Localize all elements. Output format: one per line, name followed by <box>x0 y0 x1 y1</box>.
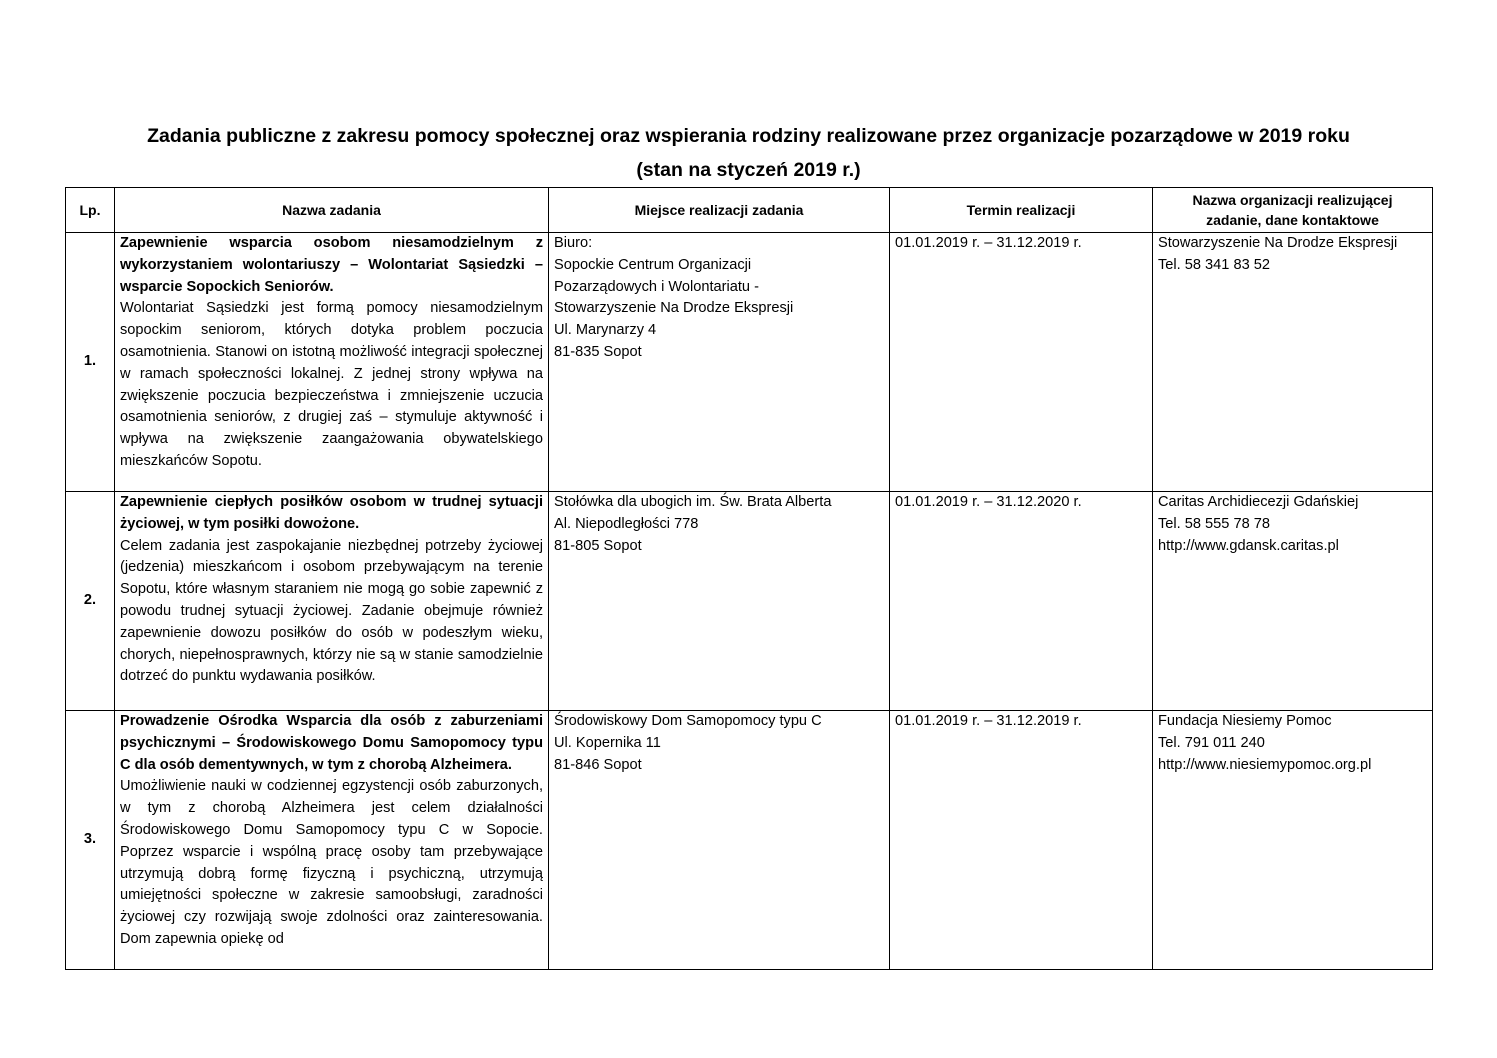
organization-cell <box>1153 492 1433 711</box>
header-organization <box>1153 188 1433 233</box>
task-cell <box>115 492 549 711</box>
row-number: 3. <box>66 711 115 970</box>
task-description: Celem zadania jest zaspokajanie niezbędnej potrzeby życiowej (jedzenia) mieszkańcom i osobom przebywającym na terenie Sopotu, które własnym staraniem nie mogą go sobie zapewnić z powodu trudnej sytuacji życiowej. Zadanie obejmuje również zapewnienie dowozu posiłków do osób w podeszłym wieku, chorych, niepełnosprawnych, którzy nie są w stanie samodzielnie dotrzeć do punktu wydawania posiłków. <box>120 537 543 685</box>
place-line: Stołówka dla ubogich im. Św. Brata Alberta <box>554 494 832 510</box>
place-line: Ul. Marynarzy 4 <box>554 322 657 339</box>
table-row <box>66 711 1433 970</box>
organization-name: Caritas Archidiecezji Gdańskiej <box>1158 494 1359 510</box>
task-cell-content <box>120 711 543 969</box>
task-title: Zapewnienie ciepłych posiłków osobom w trudnej sytuacji życiowej, w tym posiłki dowożone. <box>120 494 543 532</box>
place-line: 81-805 Sopot <box>554 537 642 554</box>
task-title: Prowadzenie Ośrodka Wsparcia dla osób z zaburzeniami psychicznymi – Środowiskowego Domu Samopomocy typu C dla osób dementywnych, w tym z chorobą Alzheimera. <box>120 713 543 773</box>
place-line: Al. Niepodległości 778 <box>554 515 699 532</box>
place-line: Pozarządowych i Wolontariatu - <box>554 278 759 295</box>
task-cell <box>115 233 549 492</box>
organization-website-link[interactable]: http://www.niesiemypomoc.org.pl <box>1158 756 1372 773</box>
task-description: Wolontariat Sąsiedzki jest formą pomocy niesamodzielnym sopockim seniorom, których dotyka problem poczucia osamotnienia. Stanowi on istotną możliwość integracji społecznej w ramach społeczności lokalnej. Z jednej strony wpływa na zwiększenie poczucia bezpieczeństwa i zmniejszenie uczucia osamotnienia seniorów, z drugiej zaś – stymuluje aktywność i wpływa na zwiększenie zaangażowania obywatelskiego mieszkańców Sopotu. <box>120 300 543 469</box>
organization-name: Fundacja Niesiemy Pomoc <box>1158 713 1332 729</box>
place-line: Środowiskowy Dom Samopomocy typu C <box>554 713 822 729</box>
document-subtitle: (stan na styczeń 2019 r.) <box>636 159 861 181</box>
place-line: Biuro: <box>554 235 593 251</box>
row-number: 1. <box>66 233 115 492</box>
header-term: Termin realizacji <box>890 188 1153 233</box>
organization-cell <box>1153 711 1433 970</box>
task-cell <box>115 711 549 970</box>
header-task-name: Nazwa zadania <box>115 188 549 233</box>
task-description: Umożliwienie nauki w codziennej egzystencji osób zaburzonych, w tym z chorobą Alzheimera jest celem działalności Środowiskowego Domu Samopomocy typu C w Sopocie. Poprzez wsparcie i wspólną pracę osoby tam przebywające utrzymują dobrą formę fizyczną i psychiczną, utrzymują umiejętności społeczne w zakresie samoobsługi, zaradności życiowej czy rozwijają swoje zdolności oraz zainteresowania. Dom zapewnia opiekę od <box>120 778 543 947</box>
task-title: Zapewnienie wsparcia osobom niesamodzielnym z wykorzystaniem wolontariuszy – Wolontariat Sąsiedzki – wsparcie Sopockich Seniorów. <box>120 235 543 295</box>
term-cell: 01.01.2019 r. – 31.12.2019 r. <box>890 711 1153 970</box>
place-line: 81-846 Sopot <box>554 756 642 773</box>
place-line: Sopockie Centrum Organizacji <box>554 256 752 273</box>
header-lp: Lp. <box>66 188 115 233</box>
document-title: Zadania publiczne z zakresu pomocy społecznej oraz wspierania rodziny realizowane przez organizacje pozarządowe w 2019 roku <box>147 125 1350 147</box>
header-organization-line1: Nazwa organizacji realizującej <box>1192 192 1393 208</box>
table-header-row <box>66 188 1433 233</box>
organization-phone: Tel. 58 555 78 78 <box>1158 515 1270 532</box>
organization-website-link[interactable]: http://www.gdansk.caritas.pl <box>1158 537 1339 554</box>
table-row <box>66 233 1433 492</box>
header-organization-line2: zadanie, dane kontaktowe <box>1206 212 1379 228</box>
table-row <box>66 492 1433 711</box>
place-line: Stowarzyszenie Na Drodze Ekspresji <box>554 300 794 317</box>
organization-name: Stowarzyszenie Na Drodze Ekspresji <box>1158 235 1398 251</box>
header-place: Miejsce realizacji zadania <box>549 188 890 233</box>
place-line: Ul. Kopernika 11 <box>554 734 661 751</box>
term-cell: 01.01.2019 r. – 31.12.2019 r. <box>890 233 1153 492</box>
tasks-table <box>65 187 1433 970</box>
place-cell <box>549 711 890 970</box>
place-cell <box>549 492 890 711</box>
place-cell <box>549 233 890 492</box>
row-number: 2. <box>66 492 115 711</box>
term-cell: 01.01.2019 r. – 31.12.2020 r. <box>890 492 1153 711</box>
organization-phone: Tel. 58 341 83 52 <box>1158 256 1270 273</box>
organization-phone: Tel. 791 011 240 <box>1158 734 1265 751</box>
place-line: 81-835 Sopot <box>554 343 642 360</box>
organization-cell <box>1153 233 1433 492</box>
